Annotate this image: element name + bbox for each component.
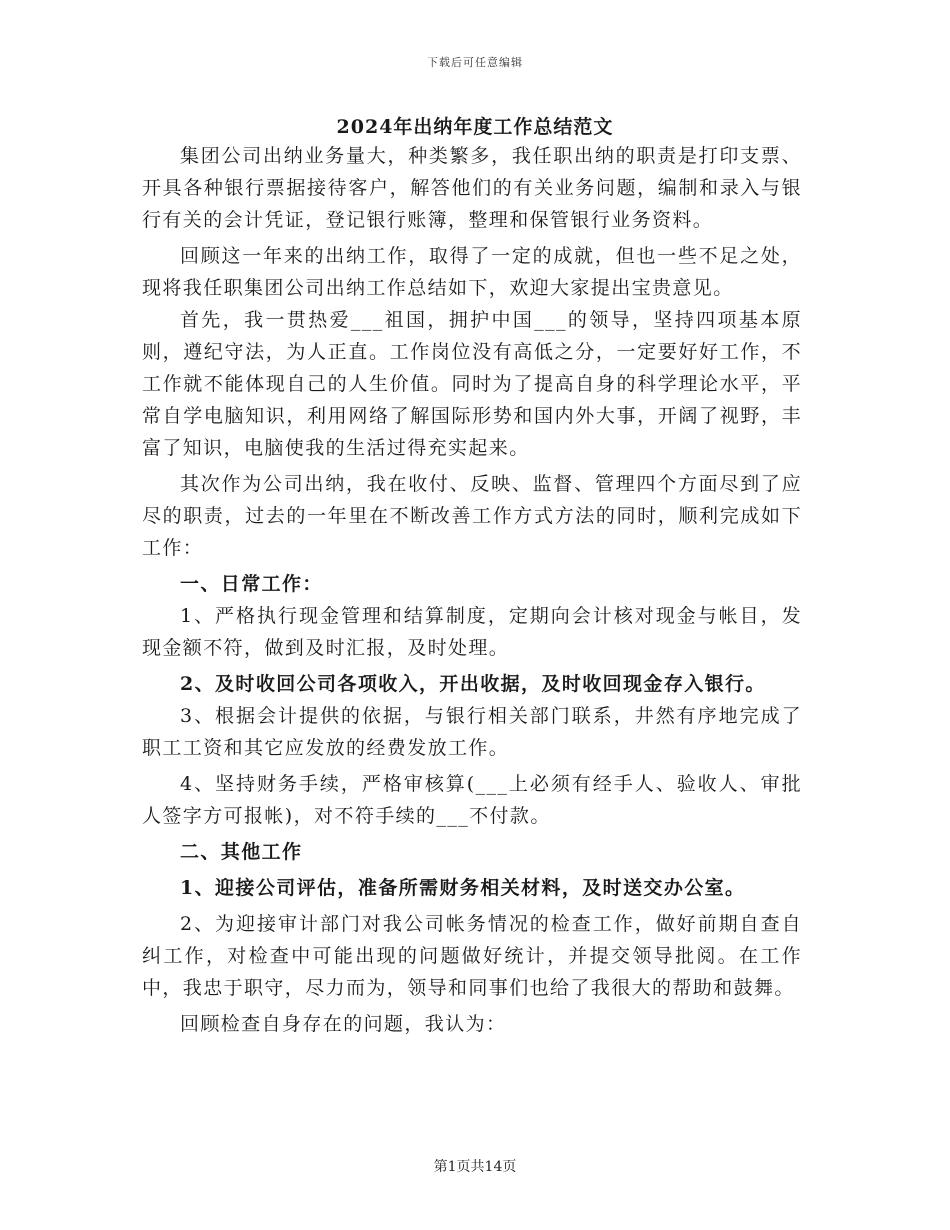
section-heading-other-work: 二、其他工作: [180, 841, 303, 863]
paragraph-review: 回顾这一年来的出纳工作，取得了一定的成就，但也一些不足之处，现将我任职集团公司出纳工作总结如下，欢迎大家提出宝贵意见。: [142, 245, 802, 299]
paragraph-second: 其次作为公司出纳，我在收付、反映、监督、管理四个方面尽到了应尽的职责，过去的一年里在不断改善工作方式方法的同时，顺利完成如下工作：: [142, 473, 802, 559]
document-body: [142, 140, 802, 1040]
paragraph-intro: 集团公司出纳业务量大，种类繁多，我任职出纳的职责是打印支票、开具各种银行票据接待客户，解答他们的有关业务问题，编制和录入与银行有关的会计凭证，登记银行账簿，整理和保管银行业务资料。: [142, 145, 802, 231]
list-item-daily-4: 4、坚持财务手续，严格审核算(___上必须有经手人、验收人、审批人签字方可报帐)，对不符手续的___不付款。: [142, 773, 802, 827]
paragraph-first: 首先，我一贯热爱___祖国，拥护中国___的领导，坚持四项基本原则，遵纪守法，为人正直。工作岗位没有高低之分，一定要好好工作，不工作就不能体现自己的人生价值。同时为了提高自身的科学理论水平，平常自学电脑知识，利用网络了解国际形势和国内外大事，开阔了视野，丰富了知识，电脑使我的生活过得充实起来。: [142, 309, 802, 459]
list-item-daily-1: 1、严格执行现金管理和结算制度，定期向会计核对现金与帐目，发现金额不符，做到及时汇报，及时处理。: [142, 605, 802, 659]
page-footer: 第1页共14页: [433, 1159, 517, 1175]
document-title: 2024年出纳年度工作总结范文: [336, 116, 614, 138]
paragraph-self-review: 回顾检查自身存在的问题，我认为：: [180, 1013, 507, 1035]
list-item-daily-3: 3、根据会计提供的依据，与银行相关部门联系，井然有序地完成了职工工资和其它应发放的经费发放工作。: [142, 705, 802, 759]
list-item-daily-2: 2、及时收回公司各项收入，开出收据，及时收回现金存入银行。: [180, 673, 766, 695]
section-heading-daily-work: 一、日常工作：: [180, 573, 323, 595]
list-item-other-1: 1、迎接公司评估，准备所需财务相关材料，及时送交办公室。: [180, 877, 746, 899]
header-note: 下载后可任意编辑: [427, 56, 523, 69]
list-item-other-2: 2、为迎接审计部门对我公司帐务情况的检查工作，做好前期自查自纠工作，对检查中可能出现的问题做好统计，并提交领导批阅。在工作中，我忠于职守，尽力而为，领导和同事们也给了我很大的帮助和鼓舞。: [142, 913, 802, 999]
